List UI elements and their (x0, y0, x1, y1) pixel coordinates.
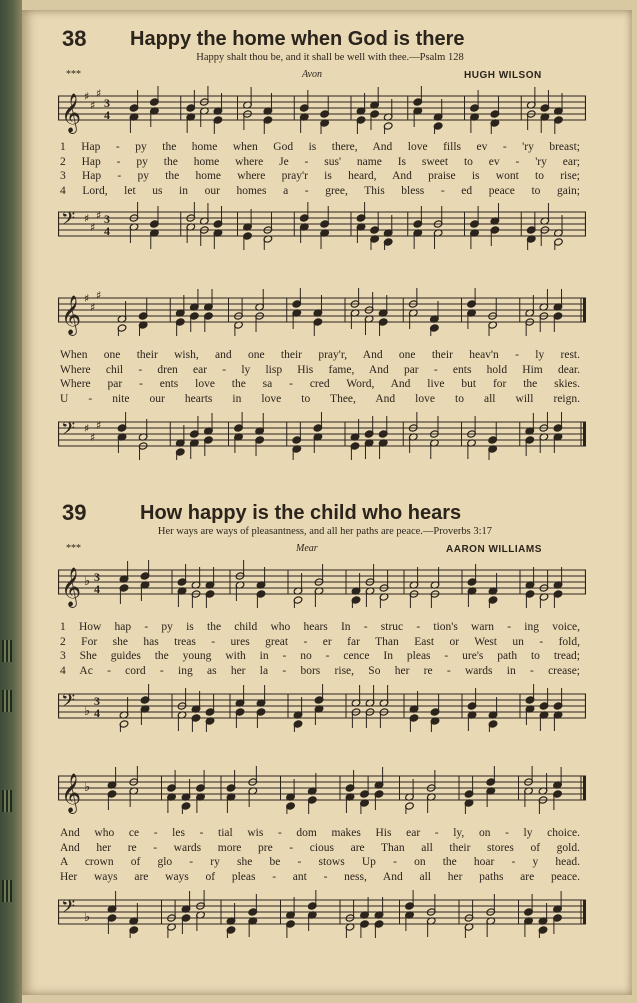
hymn-number: 38 (62, 26, 87, 51)
spine-mark (2, 690, 12, 712)
treble-staff (58, 766, 586, 814)
hymn-number: 39 (62, 500, 87, 525)
time-signature-icon: 4 (104, 224, 110, 238)
flat-icon: ♭ (84, 704, 91, 719)
sharp-icon: ♯ (96, 419, 102, 432)
bass-clef-icon: 𝄢 (61, 897, 76, 922)
spine-mark (2, 880, 12, 902)
sharp-icon: ♯ (90, 431, 96, 444)
tune-name: Mear (296, 543, 318, 554)
scripture-reference: Happy shalt thou be, and it shall be well with thee.—Psalm 128 (196, 52, 464, 63)
scripture-reference: Her ways are ways of pleasantness, and all her paths are peace.—Proverbs 3:17 (157, 526, 493, 537)
verse-lyrics (60, 620, 580, 678)
verse-lyrics (60, 140, 580, 198)
bass-clef-icon: 𝄢 (61, 691, 76, 716)
tune-name: Avon (302, 69, 322, 80)
sharp-icon: ♯ (96, 87, 102, 100)
lyric-line: 4 Lord, let us in our homes a - gree, This bless - ed peace to gain; (60, 184, 580, 197)
time-signature-icon: 4 (94, 706, 100, 720)
meter-stars: *** (66, 543, 81, 554)
sharp-icon: ♯ (84, 212, 90, 225)
lyric-line: 2 Hap - py the home where Je - sus' name Is sweet to ev - 'ry ear; (60, 155, 580, 168)
composer-name: AARON WILLIAMS (446, 544, 542, 555)
lyric-line: When one their wish, and one their pray'r, And one their heav'n - ly rest. (60, 349, 580, 361)
sharp-icon: ♯ (84, 422, 90, 435)
sharp-icon: ♯ (90, 301, 96, 314)
treble-clef-icon: 𝄞 (61, 567, 82, 607)
book-spine-edge (0, 0, 22, 1003)
time-signature-icon: 3 (94, 694, 100, 708)
refrain-lyrics (60, 826, 580, 884)
sharp-icon: ♯ (84, 90, 90, 103)
lyric-line: A crown of glo - ry she be - stows Up - on the hoar - y head. (60, 856, 580, 868)
flat-icon: ♭ (84, 910, 91, 925)
lyric-line: Her ways are ways of pleas - ant - ness, And all her paths are peace. (60, 870, 580, 883)
lyric-line: And her re - wards more pre - cious are Than all their stores of gold. (60, 841, 580, 854)
time-signature-icon: 4 (104, 108, 110, 122)
lyric-line: 1 Hap - py the home when God is there, And love fills ev - 'ry breast; (60, 141, 580, 153)
time-signature-icon: 4 (94, 582, 100, 596)
hymn-title: Happy the home when God is there (130, 28, 465, 50)
treble-staff (58, 560, 586, 608)
sharp-icon: ♯ (90, 221, 96, 234)
composer-name: HUGH WILSON (464, 70, 542, 81)
sharp-icon: ♯ (90, 99, 96, 112)
refrain-lyrics (60, 348, 580, 406)
bass-staff (58, 684, 586, 732)
lyric-line: 3 Hap - py the home where pray'r is heard, And praise is wont to rise; (60, 170, 580, 182)
spine-mark (2, 640, 12, 662)
time-signature-icon: 3 (94, 570, 100, 584)
lyric-line: U - nite our hearts in love to Thee, And love to all will reign. (60, 392, 580, 405)
lyric-line: Where chil - dren ear - ly lisp His fame, And par - ents hold Him dear. (60, 363, 580, 376)
lyric-line: And who ce - les - tial wis - dom makes His ear - ly, on - ly choice. (60, 827, 580, 839)
treble-clef-icon: 𝄞 (61, 295, 82, 335)
meter-stars: *** (66, 69, 81, 80)
spine-mark (2, 790, 12, 812)
sharp-icon: ♯ (96, 289, 102, 302)
treble-staff (58, 288, 586, 336)
bass-staff (58, 412, 586, 460)
flat-icon: ♭ (84, 574, 91, 589)
treble-clef-icon: 𝄞 (61, 773, 82, 813)
time-signature-icon: 3 (104, 212, 110, 226)
treble-clef-icon: 𝄞 (61, 93, 82, 133)
lyric-line: 2 For she has treas - ures great - er far Than East or West un - fold, (60, 635, 580, 648)
bass-clef-icon: 𝄢 (61, 419, 76, 444)
hymn-title: How happy is the child who hears (140, 502, 462, 524)
time-signature-icon: 3 (104, 96, 110, 110)
bass-clef-icon: 𝄢 (61, 209, 76, 234)
bass-staff (58, 890, 586, 938)
treble-staff (58, 86, 586, 134)
sharp-icon: ♯ (96, 209, 102, 222)
lyric-line: 4 Ac - cord - ing as her la - bors rise, So her re - wards in - crease; (60, 664, 580, 677)
lyric-line: 3 She guides the young with in - no - cence In pleas - ure's path to tread; (60, 650, 580, 662)
lyric-line: Where par - ents love the sa - cred Word, And live but for the skies. (60, 378, 580, 390)
lyric-line: 1 How hap - py is the child who hears In - struc - tion's warn - ing voice, (60, 621, 580, 633)
sharp-icon: ♯ (84, 292, 90, 305)
flat-icon: ♭ (84, 780, 91, 795)
bass-staff (58, 202, 586, 250)
